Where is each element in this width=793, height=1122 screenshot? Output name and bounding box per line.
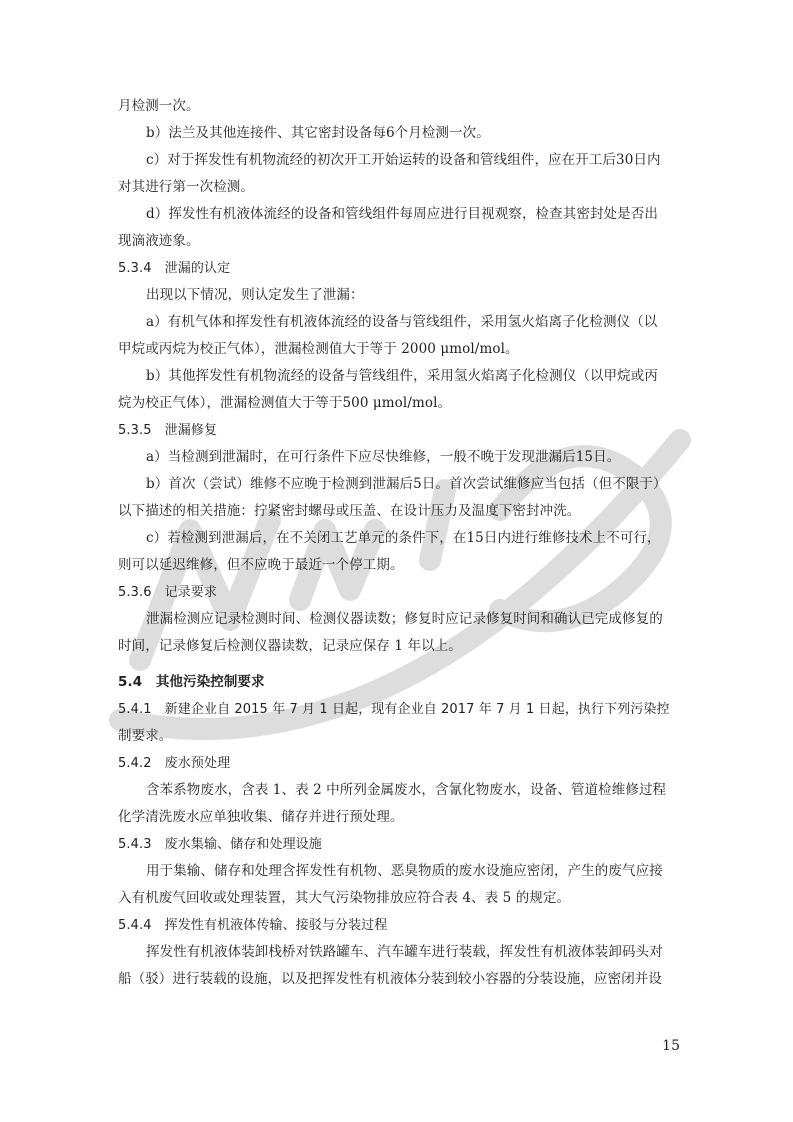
text-line: 船（驳）进行装载的设施，以及把挥发性有机液体分装到较小容器的分装设施，应密闭并设 (118, 971, 662, 987)
subsection-heading: 5.4.4 挥发性有机液体传输、接驳与分装过程 (118, 918, 388, 933)
text-line: 入有机废气回收或处理装置，其大气污染物排放应符合表 4、表 5 的规定。 (118, 890, 571, 906)
text-line: 泄漏检测应记录检测时间、检测仪器读数；修复时应记录修复时间和确认已完成修复的 (146, 611, 663, 627)
subsection-heading: 5.4.3 废水集输、储存和处理设施 (118, 837, 322, 852)
subsection-heading: 5.4.2 废水预处理 (118, 756, 231, 771)
text-line: 对其进行第一次检测。 (118, 179, 254, 195)
text-line: 烷为校正气体），泄漏检测值大于等于500 μmol/mol。 (118, 395, 452, 411)
text-line: 则可以延迟维修，但不应晚于最近一个停工期。 (118, 557, 404, 573)
text-line: a）有机气体和挥发性有机液体流经的设备与管线组件，采用氢火焰离子化检测仪（以 (146, 314, 658, 330)
subsection-heading: 5.3.5 泄漏修复 (118, 423, 218, 438)
text-line: b）其他挥发性有机物流经的设备与管线组件，采用氢火焰离子化检测仪（以甲烷或丙 (146, 368, 658, 384)
page-number: 15 (662, 1038, 680, 1054)
subsection-heading: 5.3.4 泄漏的认定 (118, 261, 231, 276)
text-line: 挥发性有机液体装卸栈桥对铁路罐车、汽车罐车进行装载，挥发性有机液体装卸码头对 (146, 944, 663, 960)
text-line: 时间，记录修复后检测仪器读数，记录应保存 1 年以上。 (118, 638, 462, 654)
text-line: d）挥发性有机液体流经的设备和管线组件每周应进行目视观察，检查其密封处是否出 (146, 206, 658, 222)
text-line: b）法兰及其他连接件、其它密封设备每6个月检测一次。 (146, 125, 490, 141)
subsection-heading: 5.4.1 新建企业自 2015 年 7 月 1 日起，现有企业自 2017 年 7 月 1 日起，执行下列污染控 (118, 702, 670, 717)
section-heading: 5.4 其他污染控制要求 (118, 674, 265, 690)
text-line: 以下描述的相关措施：拧紧密封螺母或压盖、在设计压力及温度下密封冲洗。 (118, 503, 581, 519)
text-line: 制要求。 (118, 728, 173, 744)
subsection-heading: 5.3.6 记录要求 (118, 585, 218, 600)
text-line: 含苯系物废水，含表 1、表 2 中所列金属废水，含氰化物废水，设备、管道检维修过程 (146, 782, 667, 798)
text-line: 月检测一次。 (118, 98, 200, 114)
text-line: b）首次（尝试）维修不应晚于检测到泄漏后5日。首次尝试维修应当包括（但不限于） (146, 476, 667, 492)
section-spacer (118, 660, 674, 669)
text-line: c）若检测到泄漏后，在不关闭工艺单元的条件下，在15日内进行维修技术上不可行， (146, 530, 661, 546)
document-body (118, 93, 674, 993)
text-line: 现滴液迹象。 (118, 233, 200, 249)
text-line: 出现以下情况，则认定发生了泄漏： (146, 287, 364, 303)
text-line: 化学清洗废水应单独收集、储存并进行预处理。 (118, 809, 404, 825)
text-line: a）当检测到泄漏时，在可行条件下应尽快维修，一般不晚于发现泄漏后15日。 (146, 449, 621, 465)
text-line: 甲烷或丙烷为校正气体），泄漏检测值大于等于 2000 μmol/mol。 (118, 341, 519, 357)
text-line: 用于集输、储存和处理含挥发性有机物、恶臭物质的废水设施应密闭，产生的废气应接 (146, 863, 663, 879)
text-line: c）对于挥发性有机物流经的初次开工开始运转的设备和管线组件，应在开工后30日内 (146, 152, 661, 168)
